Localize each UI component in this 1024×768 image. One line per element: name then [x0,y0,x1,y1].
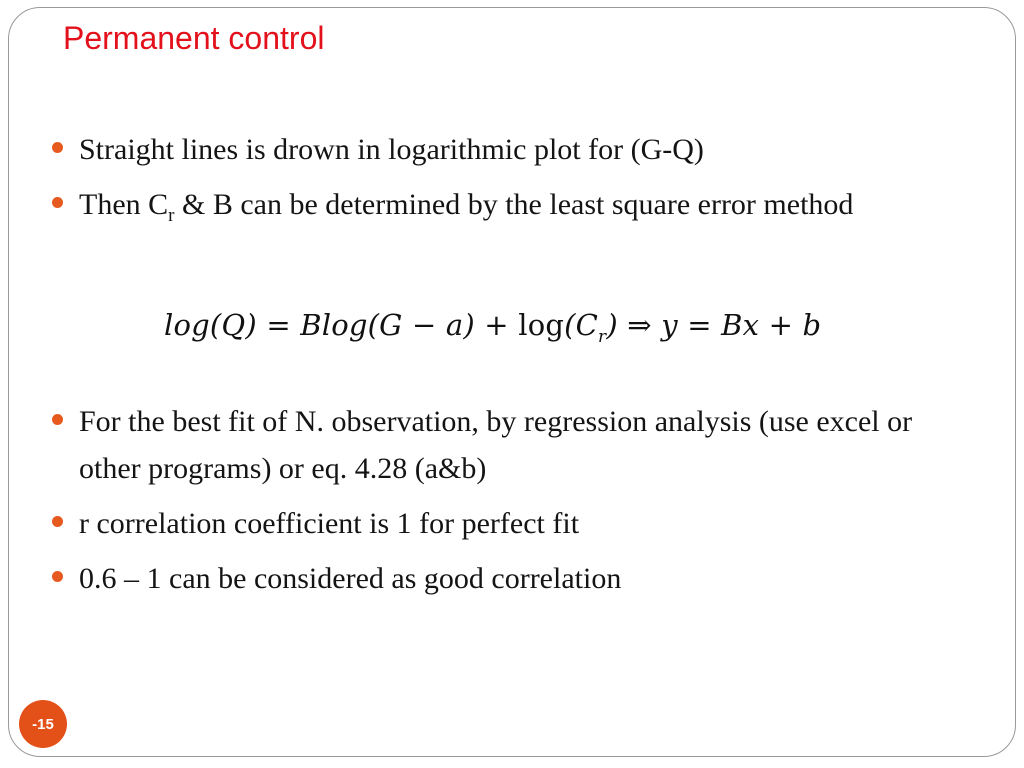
slide-frame [8,7,1016,757]
page-number-badge: -15 [19,700,67,748]
bullet-text-pre: Then C [79,188,169,221]
bullet-text-post: & B can be determined by the least square error method [174,188,854,221]
equation-part: (G − a) + [367,308,519,342]
bullet-item [52,398,952,492]
equation-subscript: r [598,327,607,347]
slide-title: Permanent control [63,20,325,56]
bullet-item [52,181,952,228]
bullet-dot-icon [52,197,63,208]
bullet-list-bottom [52,398,952,610]
bullet-dot-icon [52,142,63,153]
bullet-item [52,555,952,602]
bullet-text: For the best fit of N. observation, by regression analysis (use excel or other programs) or eq. 4.28 (a&b) [79,405,913,485]
bullet-item [52,126,952,173]
equation-part: log [321,308,368,342]
bullet-item [52,500,952,547]
equation-part: (C [564,308,599,342]
equation-part: log(Q) = B [164,308,322,342]
bullet-subscript: r [168,205,175,226]
equation-part: log [518,308,565,342]
bullet-text: Straight lines is drown in logarithmic plot for (G-Q) [79,133,704,166]
equation-part: ) ⇒ y = Bx + b [606,308,822,342]
bullet-list-top [52,126,952,236]
bullet-dot-icon [52,516,63,527]
bullet-text: r correlation coefficient is 1 for perfect fit [79,507,580,540]
regression-equation [164,308,884,354]
bullet-dot-icon [52,414,63,425]
bullet-dot-icon [52,571,63,582]
bullet-text: 0.6 – 1 can be considered as good correlation [79,562,622,595]
